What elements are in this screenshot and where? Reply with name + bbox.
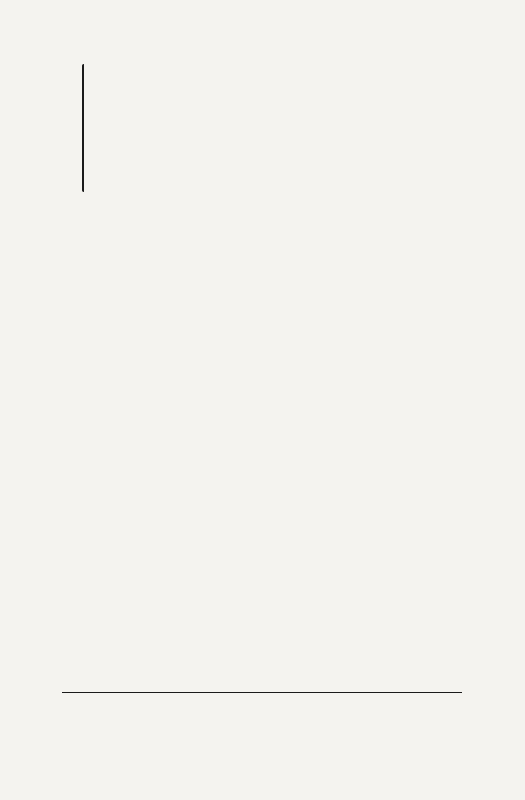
system-brace <box>82 64 84 192</box>
footnote-rule <box>62 692 462 693</box>
